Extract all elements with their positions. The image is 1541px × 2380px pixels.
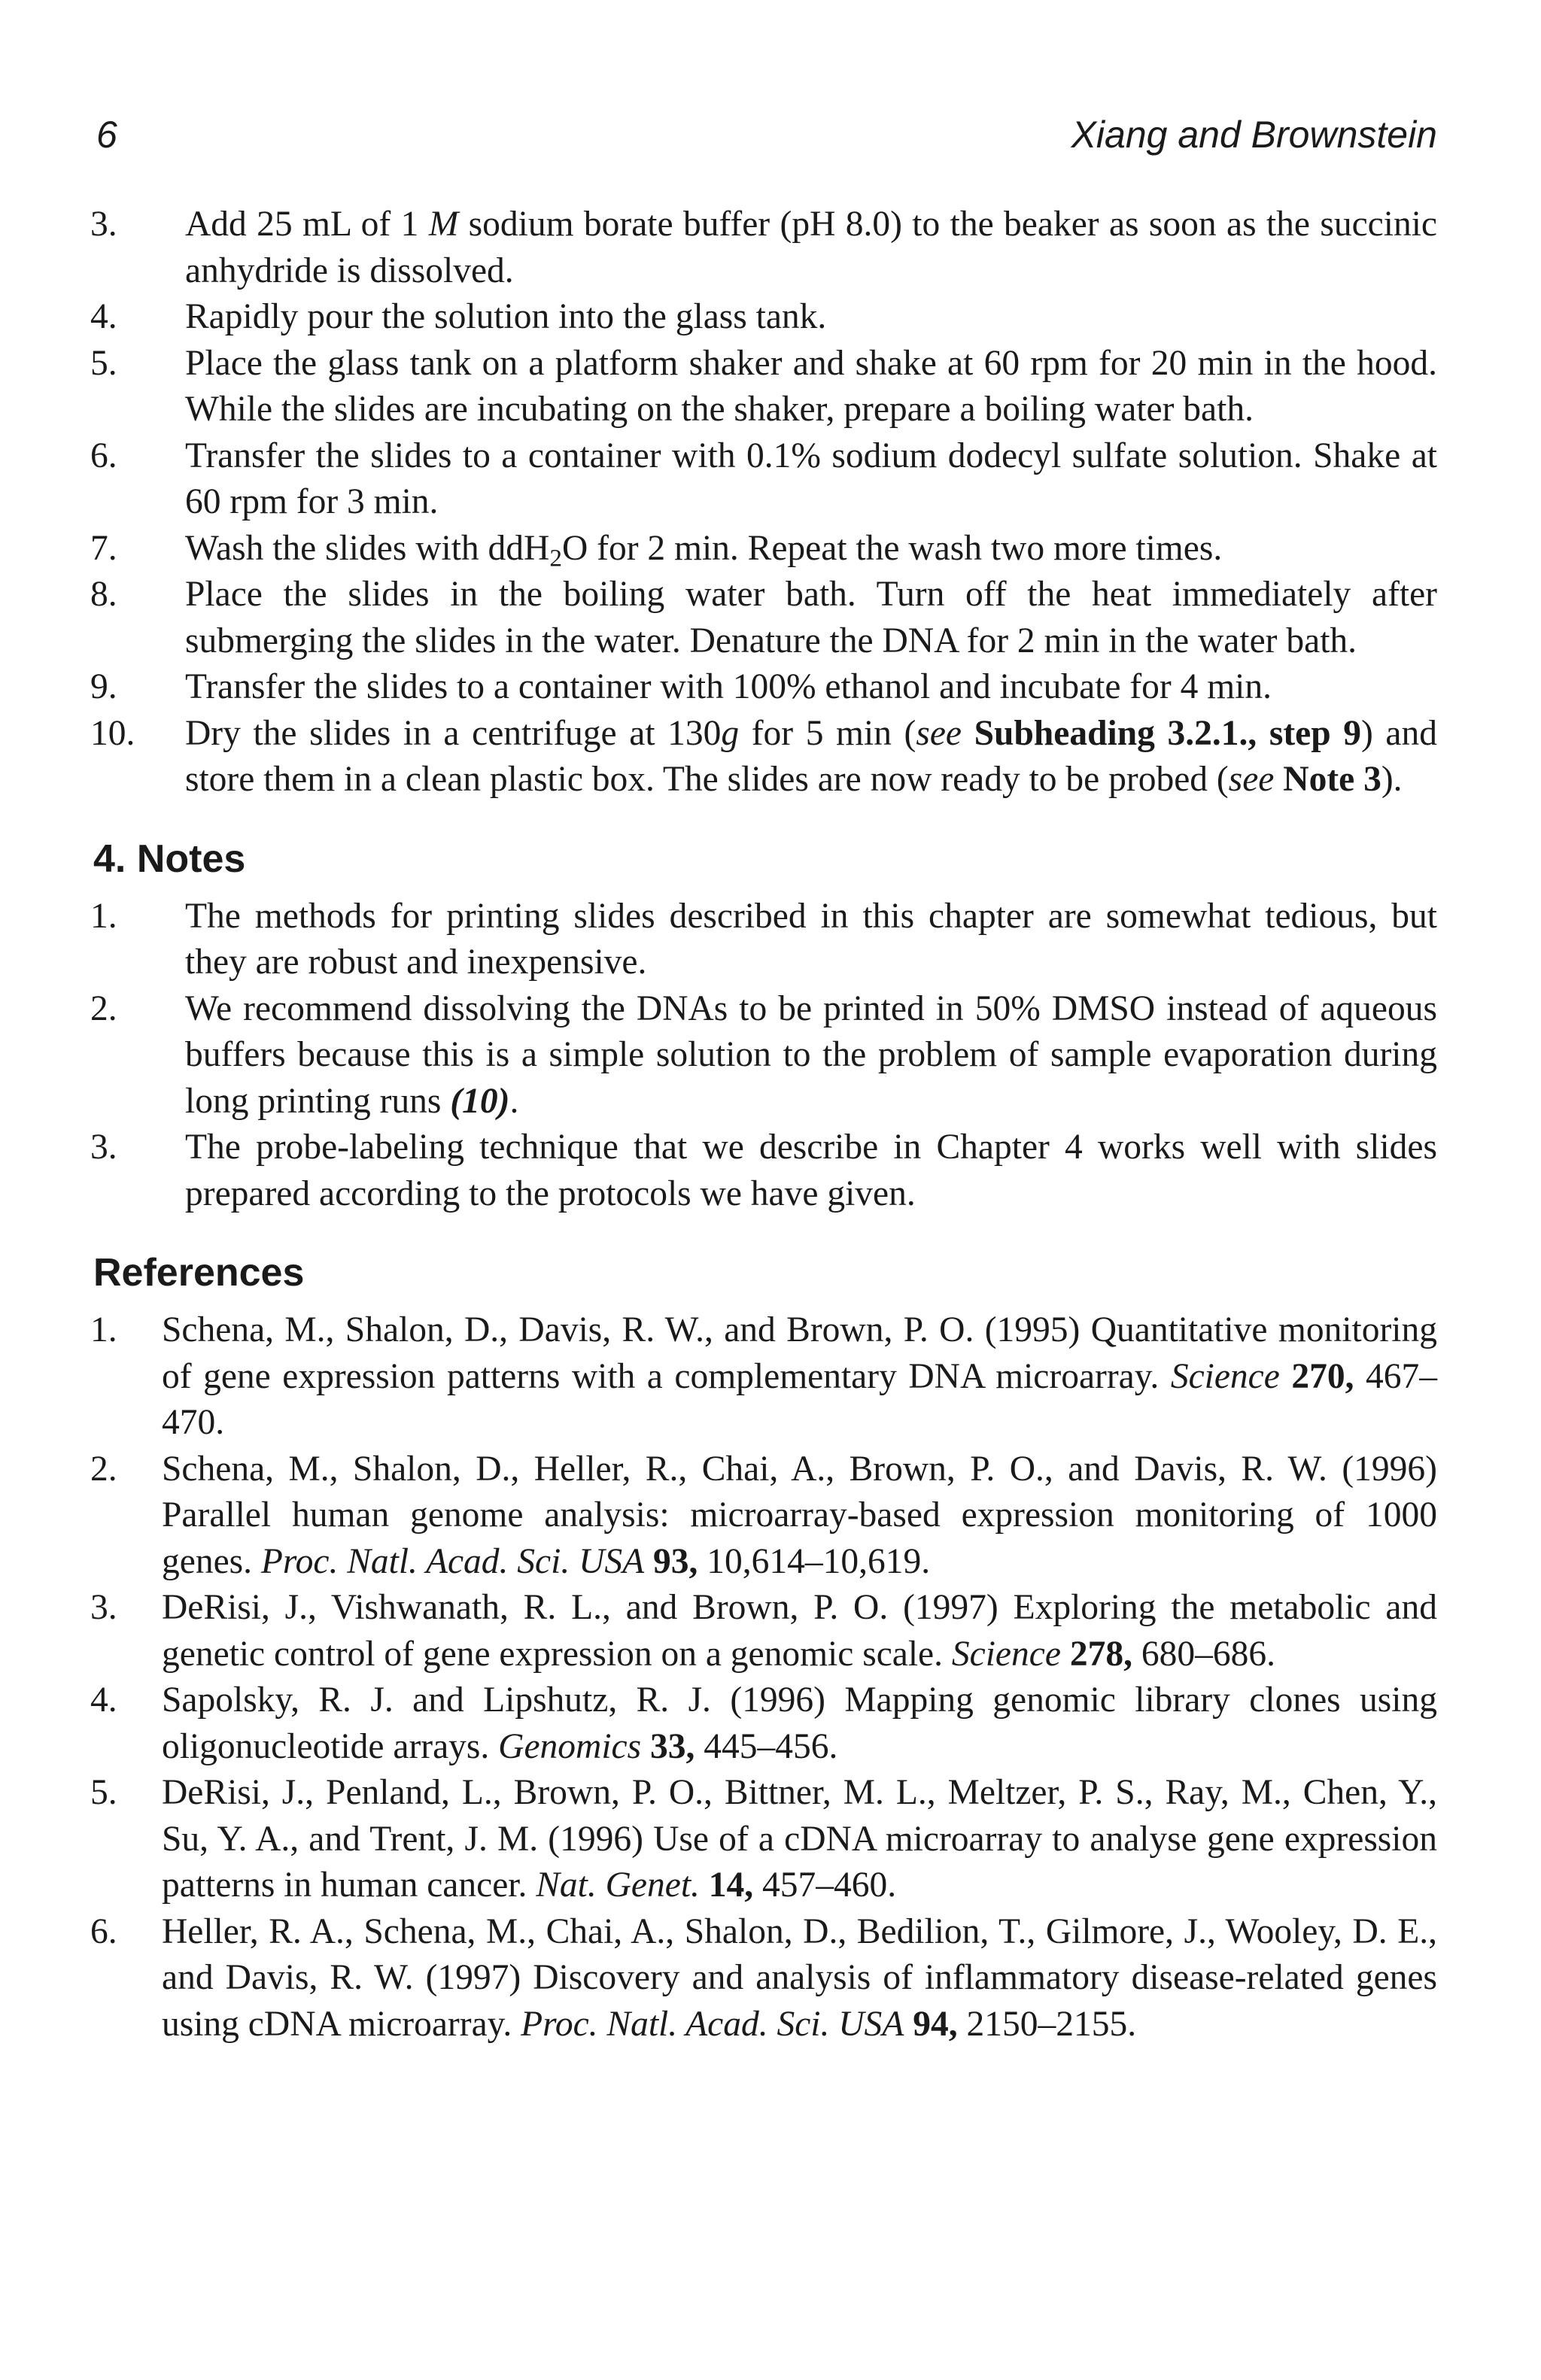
note-item <box>90 986 1437 1125</box>
note-item-number: 2. <box>90 988 117 1028</box>
procedure-step <box>90 572 1437 664</box>
running-header <box>90 113 1437 165</box>
procedure-step-text: Dry the slides in a centrifuge at 130g for 5 min (see Subheading 3.2.1., step 9) and store them in a clean plastic box. The slides are now ready to be probed (see Note 3). <box>185 713 1438 799</box>
procedure-step-text: Rapidly pour the solution into the glass tank. <box>185 297 827 336</box>
procedure-step-number: 10. <box>90 713 135 753</box>
reference-item <box>90 1585 1437 1677</box>
procedure-step <box>90 433 1437 526</box>
procedure-step-text: Add 25 mL of 1 M sodium borate buffer (pH 8.0) to the beaker as soon as the succinic anhydride is dissolved. <box>185 205 1437 290</box>
reference-item-text: Sapolsky, R. J. and Lipshutz, R. J. (1996) Mapping genomic library clones using oligonucleotide arrays. Genomics 33, 445–456. <box>162 1680 1437 1766</box>
reference-item-text: Schena, M., Shalon, D., Heller, R., Chai, A., Brown, P. O., and Davis, R. W. (1996) Parallel human genome analysis: microarray-based expression monitoring of 1000 genes. Proc. Natl. Acad. Sci. USA 93, 10,614–10,619. <box>162 1449 1437 1581</box>
procedure-step-text: Transfer the slides to a container with 100% ethanol and incubate for 4 min. <box>185 667 1272 706</box>
page-number: 6 <box>96 114 117 156</box>
reference-item-number: 6. <box>90 1911 117 1951</box>
note-item-text: We recommend dissolving the DNAs to be printed in 50% DMSO instead of aqueous buffers because this is a simple solution to the problem of sample evaporation during long printing runs (10). <box>185 988 1437 1121</box>
procedure-step-number: 8. <box>90 575 117 614</box>
reference-item-number: 4. <box>90 1680 117 1720</box>
reference-item <box>90 1677 1437 1770</box>
procedure-step <box>90 664 1437 711</box>
reference-item <box>90 1447 1437 1586</box>
procedure-step-number: 4. <box>90 297 117 336</box>
procedure-step <box>90 526 1437 572</box>
procedure-step-number: 3. <box>90 205 117 244</box>
note-item <box>90 894 1437 986</box>
reference-item <box>90 1909 1437 2048</box>
procedure-step-text: Place the glass tank on a platform shaker and shake at 60 rpm for 20 min in the hood. While the slides are incubating on the shaker, prepare a boiling water bath. <box>185 343 1437 429</box>
reference-item-number: 5. <box>90 1773 117 1812</box>
running-head-authors: Xiang and Brownstein <box>1071 114 1437 156</box>
note-item-number: 3. <box>90 1128 117 1167</box>
references-heading: References <box>93 1251 305 1295</box>
procedure-steps-list <box>90 202 1437 803</box>
note-item <box>90 1125 1437 1217</box>
procedure-step <box>90 202 1437 294</box>
reference-item-number: 1. <box>90 1310 117 1349</box>
procedure-step-number: 7. <box>90 528 117 568</box>
note-item-text: The methods for printing slides described in this chapter are somewhat tedious, but they are robust and inexpensive. <box>185 896 1437 982</box>
page-body <box>90 202 1437 2048</box>
procedure-step-text: Place the slides in the boiling water bath. Turn off the heat immediately after submerging the slides in the water. Denature the DNA for 2 min in the water bath. <box>185 575 1437 660</box>
notes-heading: 4. Notes <box>93 836 246 881</box>
procedure-step-number: 9. <box>90 667 117 706</box>
reference-item-text: DeRisi, J., Penland, L., Brown, P. O., Bittner, M. L., Meltzer, P. S., Ray, M., Chen, Y., Su, Y. A., and Trent, J. M. (1996) Use of a cDNA microarray to analyse gene expression patterns in human cancer. Nat. Genet. 14, 457–460. <box>162 1773 1437 1905</box>
reference-item-text: Heller, R. A., Schena, M., Chai, A., Shalon, D., Bedilion, T., Gilmore, J., Wooley, D. E., and Davis, R. W. (1997) Discovery and analysis of inflammatory disease-related genes using cDNA microarray. Proc. Natl. Acad. Sci. USA 94, 2150–2155. <box>162 1911 1437 2044</box>
reference-item-text: DeRisi, J., Vishwanath, R. L., and Brown, P. O. (1997) Exploring the metabolic and genetic control of gene expression on a genomic scale. Science 278, 680–686. <box>162 1588 1437 1674</box>
note-item-text: The probe-labeling technique that we describe in Chapter 4 works well with slides prepared according to the protocols we have given. <box>185 1128 1437 1213</box>
reference-item-number: 2. <box>90 1449 117 1489</box>
procedure-step <box>90 294 1437 341</box>
reference-item-number: 3. <box>90 1588 117 1627</box>
procedure-step <box>90 711 1437 803</box>
reference-item <box>90 1307 1437 1447</box>
notes-list <box>90 894 1437 1218</box>
procedure-step-number: 6. <box>90 436 117 475</box>
reference-item <box>90 1770 1437 1909</box>
procedure-step-text: Transfer the slides to a container with 0.1% sodium dodecyl sulfate solution. Shake at 60 rpm for 3 min. <box>185 436 1437 521</box>
references-list <box>90 1307 1437 2048</box>
procedure-step <box>90 341 1437 433</box>
reference-item-text: Schena, M., Shalon, D., Davis, R. W., and Brown, P. O. (1995) Quantitative monitoring of gene expression patterns with a complementary DNA microarray. Science 270, 467–470. <box>162 1310 1438 1442</box>
procedure-step-number: 5. <box>90 343 117 383</box>
procedure-step-text: Wash the slides with ddH$_2$O for 2 min. Repeat the wash two more times. <box>185 528 1223 572</box>
note-item-number: 1. <box>90 896 117 936</box>
